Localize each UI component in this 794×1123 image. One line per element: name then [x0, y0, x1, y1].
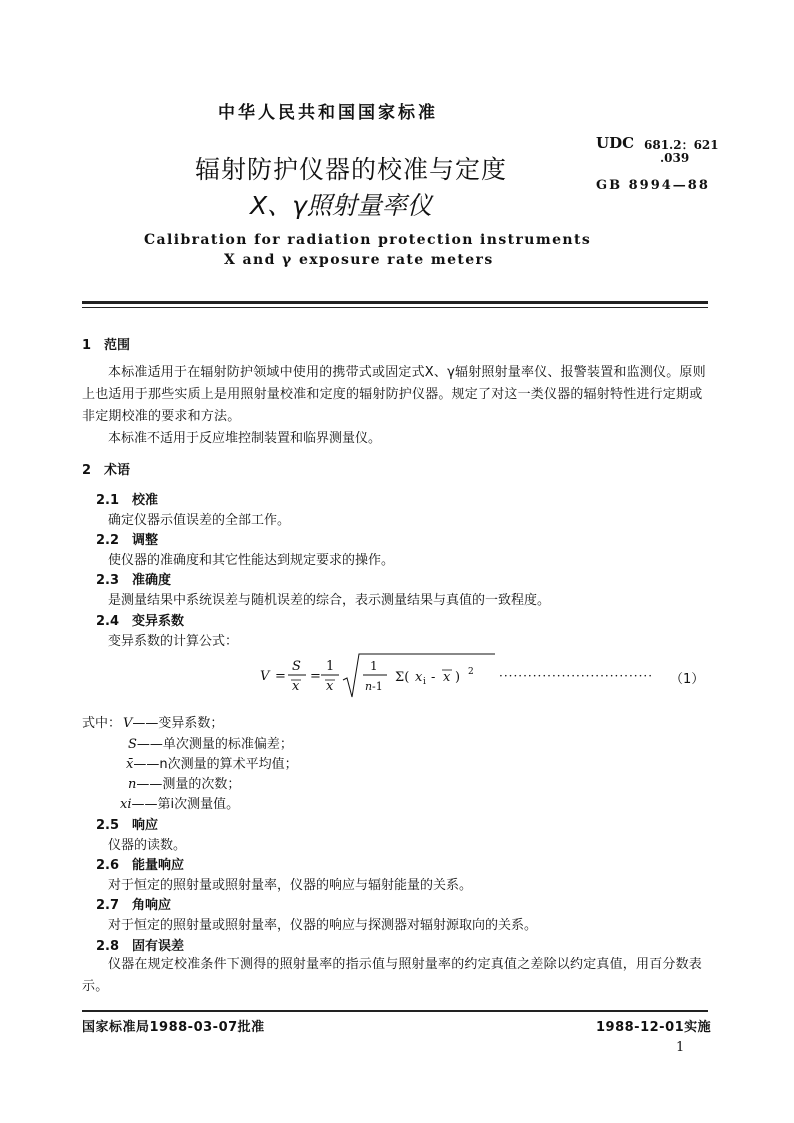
footer-rule — [82, 1010, 708, 1012]
def-n — [128, 773, 240, 792]
def-s-text: ——单次测量的标准偏差； — [136, 737, 293, 752]
formula-number: （1） — [670, 672, 705, 687]
section-1-heading: 1 范围 — [82, 338, 131, 353]
def-v-text: ——变异系数； — [132, 716, 224, 731]
svg-text:x: x — [415, 670, 423, 685]
section-2-3-text: 是测量结果中系统误差与随机误差的综合，表示测量结果与真值的一致程度。 — [108, 593, 551, 608]
section-2-1-text: 确定仪器示值误差的全部工作。 — [108, 513, 291, 528]
title-en-line1: Calibration for radiation protection instruments — [144, 232, 592, 248]
section-1-para1: 本标准适用于在辐射防护领域中使用的携带式或固定式X、γ辐射照射量率仪、报警装置和监测仪。原则上也适用于那些实质上是用照射量校准和定度的辐射防护仪器。规定了对这一类仪器的辐射特性进行定期或非定期校准的要求和方法。 — [82, 365, 706, 424]
svg-text:-1: -1 — [372, 680, 383, 693]
svg-text:n: n — [365, 680, 373, 693]
udc-label: UDC — [596, 134, 635, 152]
title-cn-line1: 辐射防护仪器的校准与定度 — [195, 155, 508, 184]
def-xbar-text: ——n次测量的算术平均值； — [133, 757, 298, 772]
def-xi-symbol: xi — [120, 797, 132, 812]
svg-text:=: = — [275, 669, 286, 684]
coefficient-of-variation-formula — [255, 650, 705, 700]
def-v-symbol: V — [123, 716, 133, 731]
where-label: 式中： — [82, 716, 122, 731]
section-2-7-text: 对于恒定的照射量或照射量率，仪器的响应与探测器对辐射源取向的关系。 — [108, 918, 538, 933]
section-2-8-text: 仪器在规定校准条件下测得的照射量率的指示值与照射量率的约定真值之差除以约定真值，用百分数表示。 — [82, 957, 703, 994]
section-2-6-text: 对于恒定的照射量或照射量率，仪器的响应与辐射能量的关系。 — [108, 878, 473, 893]
svg-text:i: i — [423, 677, 426, 687]
svg-text:Σ(: Σ( — [395, 670, 410, 685]
def-xbar — [126, 753, 298, 772]
section-2-6-heading: 2.6 能量响应 — [96, 858, 185, 873]
section-2-2-text: 使仪器的准确度和其它性能达到规定要求的操作。 — [108, 553, 395, 568]
section-2-5-text: 仪器的读数。 — [108, 838, 187, 853]
section-2-1-heading: 2.1 校准 — [96, 493, 159, 508]
standard-title: 中华人民共和国国家标准 — [218, 103, 438, 123]
svg-text:······························: ································ — [499, 669, 654, 683]
svg-text:-: - — [431, 670, 436, 685]
section-2-7-heading: 2.7 角响应 — [96, 898, 172, 913]
svg-text:): ) — [455, 670, 461, 685]
section-2-4-text: 变异系数的计算公式： — [108, 634, 239, 649]
title-en-line2: X and γ exposure rate meters — [224, 252, 494, 268]
page-number: 1 — [676, 1040, 685, 1055]
title-cn-line2: X、γ照射量率仪 — [250, 191, 432, 220]
section-2-4-heading: 2.4 变异系数 — [96, 614, 185, 629]
section-2-5-heading: 2.5 响应 — [96, 818, 159, 833]
svg-text:x: x — [443, 670, 451, 685]
approval-date: 国家标准局1988-03-07批准 — [82, 1020, 265, 1035]
udc-value-line1: 681.2：621 — [644, 138, 719, 152]
svg-text:x: x — [292, 679, 300, 694]
svg-text:1: 1 — [326, 659, 335, 674]
section-2-heading: 2 术语 — [82, 463, 131, 478]
svg-text:2: 2 — [468, 667, 474, 677]
svg-text:x: x — [326, 679, 334, 694]
effective-date: 1988-12-01实施 — [596, 1020, 712, 1035]
svg-text:=: = — [310, 669, 321, 684]
section-2-2-heading: 2.2 调整 — [96, 533, 159, 548]
svg-text:1: 1 — [370, 659, 378, 673]
section-2-8-heading: 2.8 固有误差 — [96, 939, 185, 954]
header-rule-thick — [82, 301, 708, 304]
section-1-para2: 本标准不适用于反应堆控制装置和临界测量仪。 — [108, 431, 382, 446]
def-s — [128, 733, 293, 752]
header-rule-thin — [82, 307, 708, 308]
gb-number: GB 8994—88 — [596, 178, 710, 193]
def-xi — [120, 793, 239, 812]
udc-value-line2: .039 — [660, 151, 690, 165]
def-xbar-symbol: x̄ — [126, 757, 134, 772]
def-v — [123, 712, 223, 731]
svg-text:V: V — [260, 669, 270, 684]
def-s-symbol: S — [128, 737, 137, 752]
def-n-symbol: n — [128, 777, 137, 792]
section-2-3-heading: 2.3 准确度 — [96, 573, 172, 588]
def-n-text: ——测量的次数； — [136, 777, 241, 792]
svg-text:S: S — [292, 659, 301, 674]
def-xi-text: ——第i次测量值。 — [131, 797, 240, 812]
